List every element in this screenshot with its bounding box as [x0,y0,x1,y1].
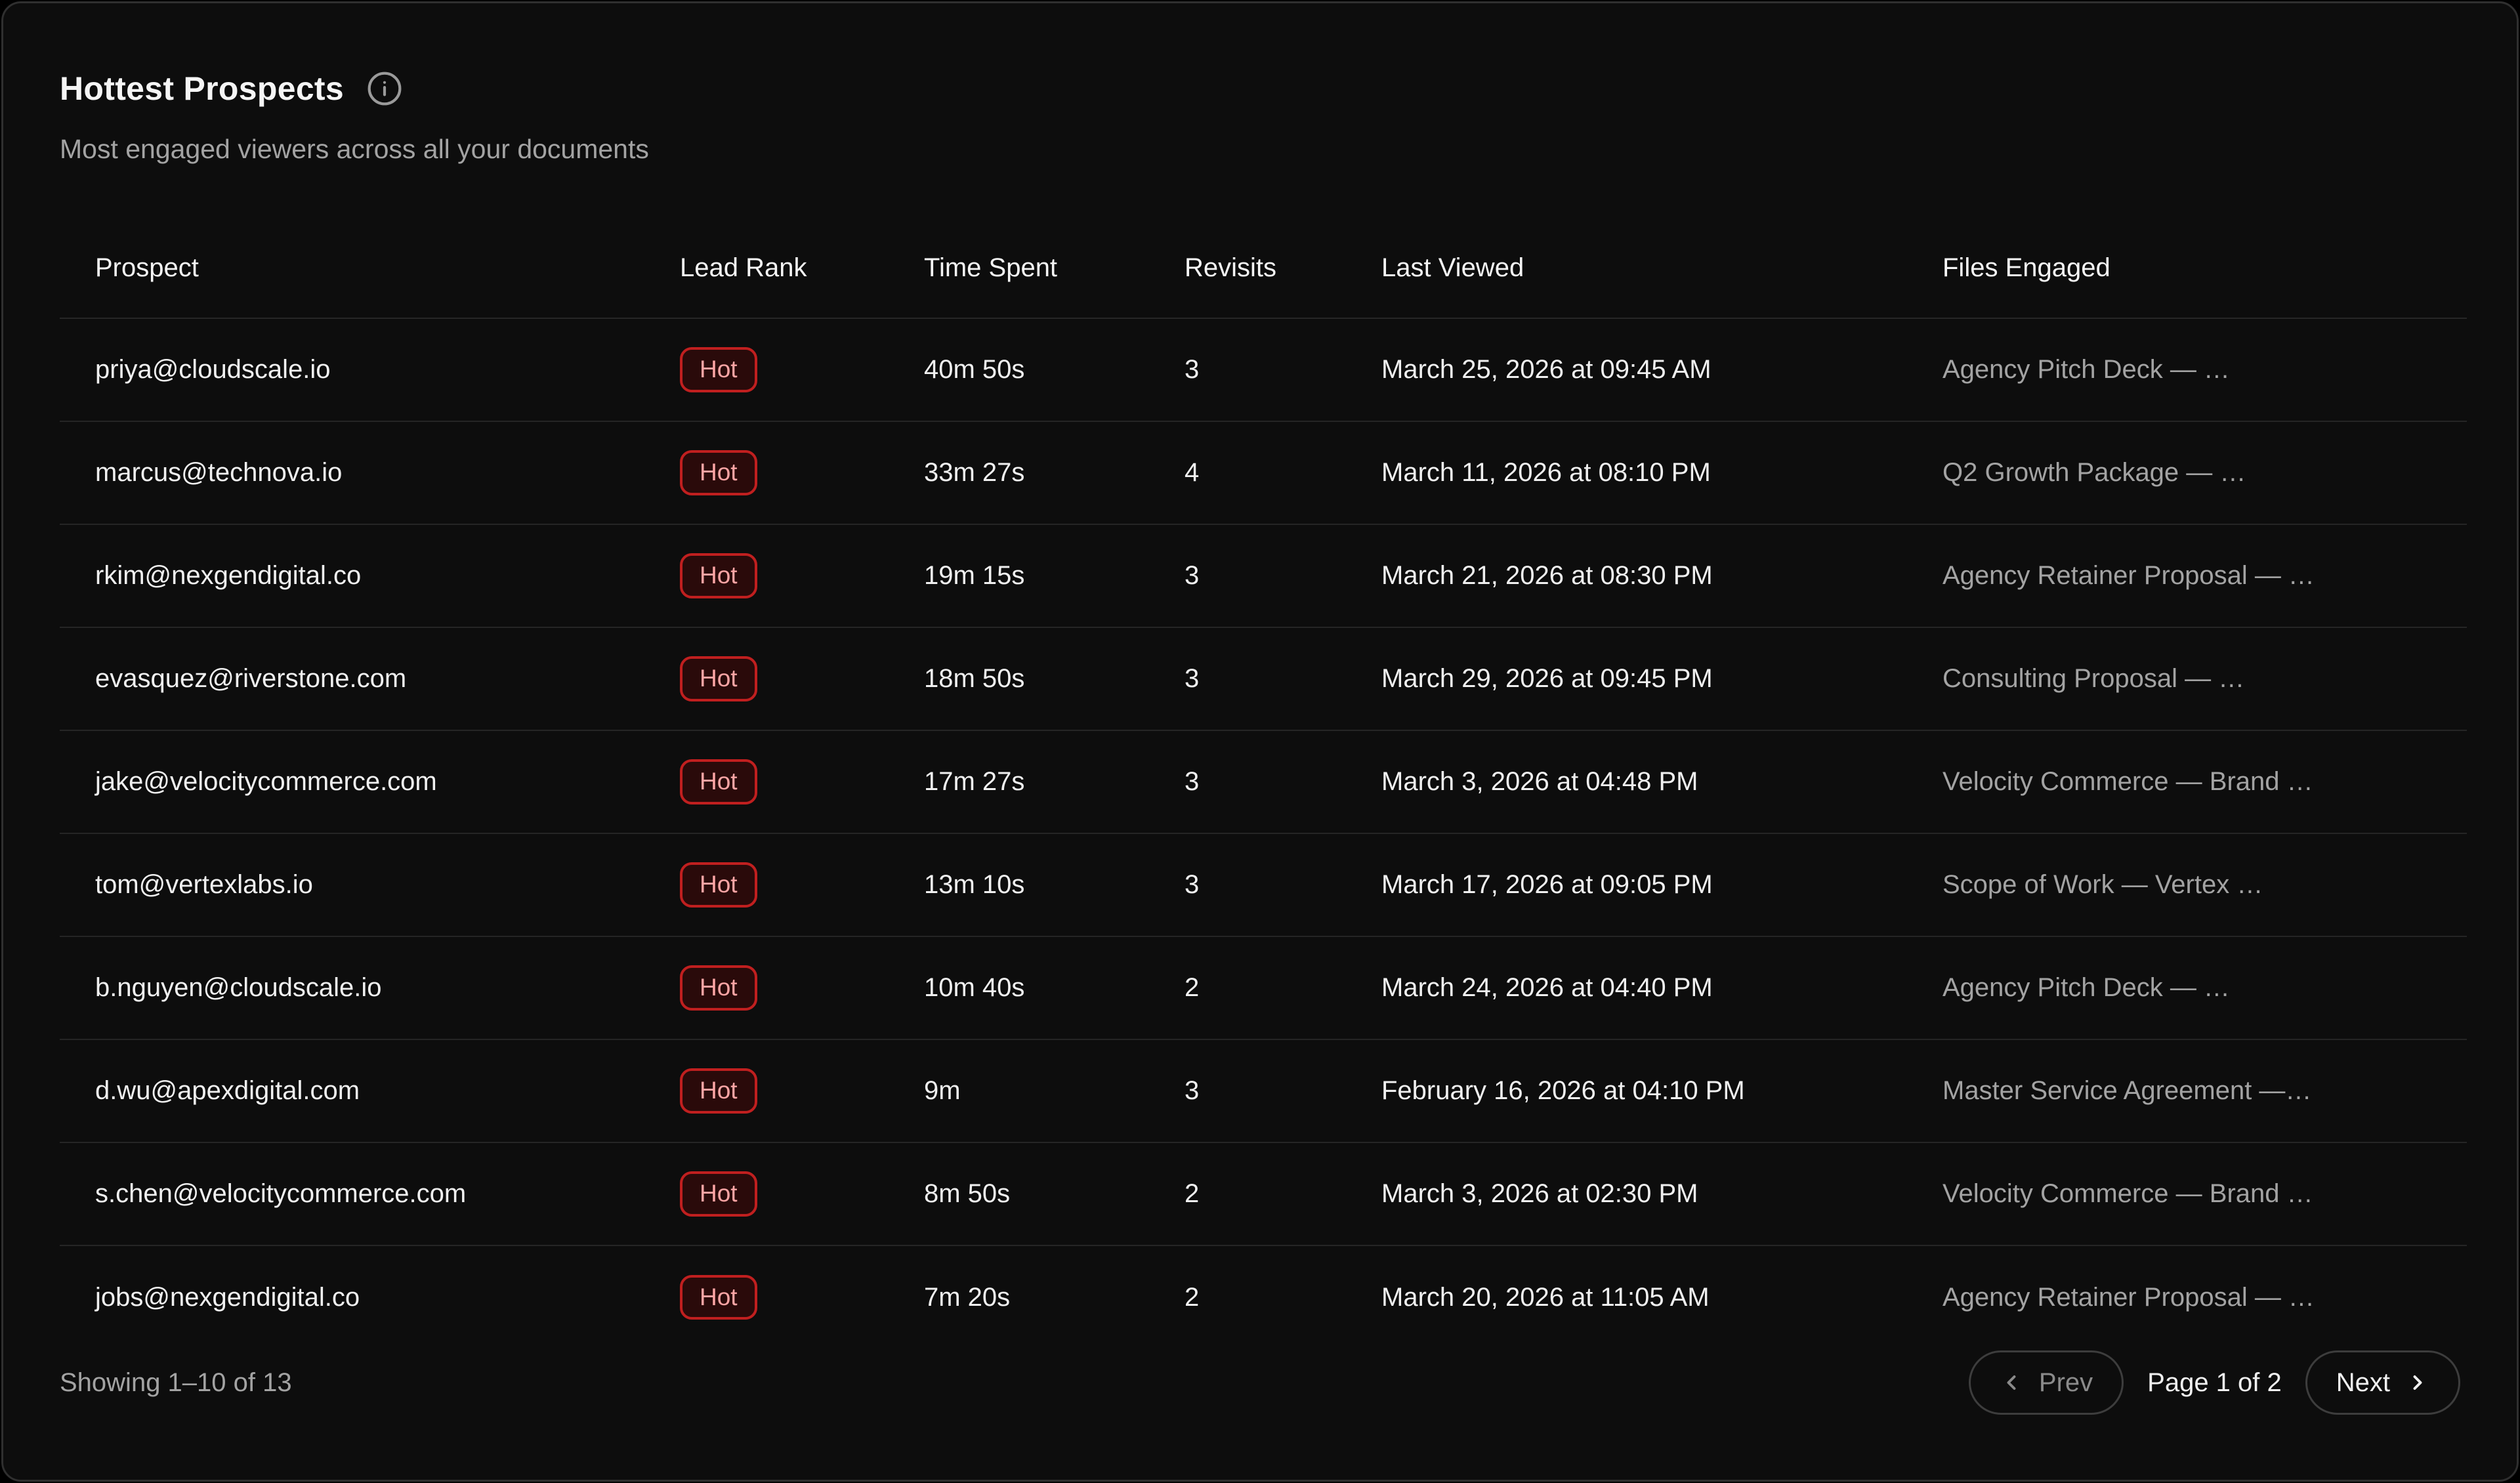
last-viewed: March 20, 2026 at 11:05 AM [1381,1282,1710,1312]
files-engaged: Q2 Growth Package — … [1907,421,2467,524]
prospect-email: tom@vertexlabs.io [60,833,644,936]
prospect-email: marcus@technova.io [60,421,644,524]
files-engaged: Agency Pitch Deck — … [1907,936,2467,1039]
files-engaged: Velocity Commerce — Brand … [1907,730,2467,833]
col-header-time-spent: Time Spent [889,219,1149,318]
page-indicator: Page 1 of 2 [2147,1368,2282,1397]
table-row [60,524,2467,627]
prospect-email: priya@cloudscale.io [60,318,644,421]
next-button[interactable] [2305,1350,2460,1415]
last-viewed: February 16, 2026 at 04:10 PM [1346,1039,1907,1142]
prospect-email: b.nguyen@cloudscale.io [60,936,644,1039]
col-header-revisits: Revisits [1149,219,1346,318]
time-spent: 9m [889,1039,1149,1142]
table-row [60,730,2467,833]
table-row [60,1142,2467,1245]
lead-rank-badge: Hot [680,1171,757,1217]
prospect-email: rkim@nexgendigital.co [60,524,644,627]
table-row [60,833,2467,936]
table-footer [60,1348,2460,1417]
prospect-email: s.chen@velocitycommerce.com [60,1142,644,1245]
files-engaged: Velocity Commerce — Brand … [1907,1142,2467,1245]
revisits: 4 [1149,421,1346,524]
revisits: 3 [1149,833,1346,936]
table-row [60,1039,2467,1142]
prospect-email: jobs@nexgendigital.co [95,1282,360,1312]
hottest-prospects-card [1,1,2519,1482]
revisits: 2 [1149,936,1346,1039]
time-spent: 17m 27s [889,730,1149,833]
last-viewed: March 11, 2026 at 08:10 PM [1346,421,1907,524]
files-engaged: Master Service Agreement —… [1907,1039,2467,1142]
card-header [60,69,2460,108]
lead-rank-badge: Hot [680,1275,757,1320]
lead-rank-badge: Hot [680,759,757,804]
revisits: 3 [1149,1039,1346,1142]
files-engaged: Agency Retainer Proposal — … [1907,524,2467,627]
revisits: 3 [1149,318,1346,421]
lead-rank-badge: Hot [680,862,757,908]
prospect-email: evasquez@riverstone.com [60,627,644,730]
lead-rank-badge: Hot [680,965,757,1011]
files-engaged: Consulting Proposal — … [1907,627,2467,730]
revisits: 3 [1149,627,1346,730]
revisits: 2 [1149,1142,1346,1245]
chevron-left-icon [2000,1371,2023,1394]
lead-rank-badge: Hot [680,347,757,392]
lead-rank-badge: Hot [680,1068,757,1114]
last-viewed: March 29, 2026 at 09:45 PM [1346,627,1907,730]
last-viewed: March 24, 2026 at 04:40 PM [1346,936,1907,1039]
prospect-email: jake@velocitycommerce.com [60,730,644,833]
time-spent: 10m 40s [889,936,1149,1039]
pagination-controls [1969,1350,2460,1415]
col-header-last-viewed: Last Viewed [1346,219,1907,318]
revisits: 3 [1149,524,1346,627]
col-header-prospect: Prospect [60,219,644,318]
last-viewed: March 3, 2026 at 02:30 PM [1346,1142,1907,1245]
col-header-files-engaged: Files Engaged [1907,219,2467,318]
prev-button-label: Prev [2038,1368,2093,1397]
time-spent: 13m 10s [889,833,1149,936]
lead-rank-badge: Hot [680,656,757,701]
lead-rank-badge: Hot [680,450,757,495]
pagination-summary: Showing 1–10 of 13 [60,1368,292,1397]
last-viewed: March 3, 2026 at 04:48 PM [1346,730,1907,833]
files-engaged: Scope of Work — Vertex … [1907,833,2467,936]
chevron-right-icon [2406,1371,2429,1394]
revisits: 2 [1185,1282,1200,1312]
table-row [60,318,2467,421]
table-row [60,627,2467,730]
files-engaged: Agency Retainer Proposal — … [1942,1282,2315,1312]
files-engaged: Agency Pitch Deck — … [1907,318,2467,421]
revisits: 3 [1149,730,1346,833]
lead-rank-badge: Hot [680,553,757,598]
table-row [60,936,2467,1039]
prospects-table [60,219,2467,1348]
info-icon[interactable] [366,70,403,107]
last-viewed: March 21, 2026 at 08:30 PM [1346,524,1907,627]
table-row [60,421,2467,524]
last-viewed: March 25, 2026 at 09:45 AM [1346,318,1907,421]
page-title: Hottest Prospects [60,70,344,107]
col-header-lead-rank: Lead Rank [644,219,889,318]
time-spent: 7m 20s [924,1282,1011,1312]
time-spent: 8m 50s [889,1142,1149,1245]
time-spent: 18m 50s [889,627,1149,730]
table-row [60,1245,2467,1348]
next-button-label: Next [2336,1368,2390,1397]
last-viewed: March 17, 2026 at 09:05 PM [1346,833,1907,936]
prev-button[interactable] [1969,1350,2124,1415]
table-header-row [60,219,2467,318]
time-spent: 19m 15s [889,524,1149,627]
time-spent: 40m 50s [889,318,1149,421]
card-subtitle: Most engaged viewers across all your documents [60,134,649,164]
time-spent: 33m 27s [889,421,1149,524]
prospect-email: d.wu@apexdigital.com [60,1039,644,1142]
